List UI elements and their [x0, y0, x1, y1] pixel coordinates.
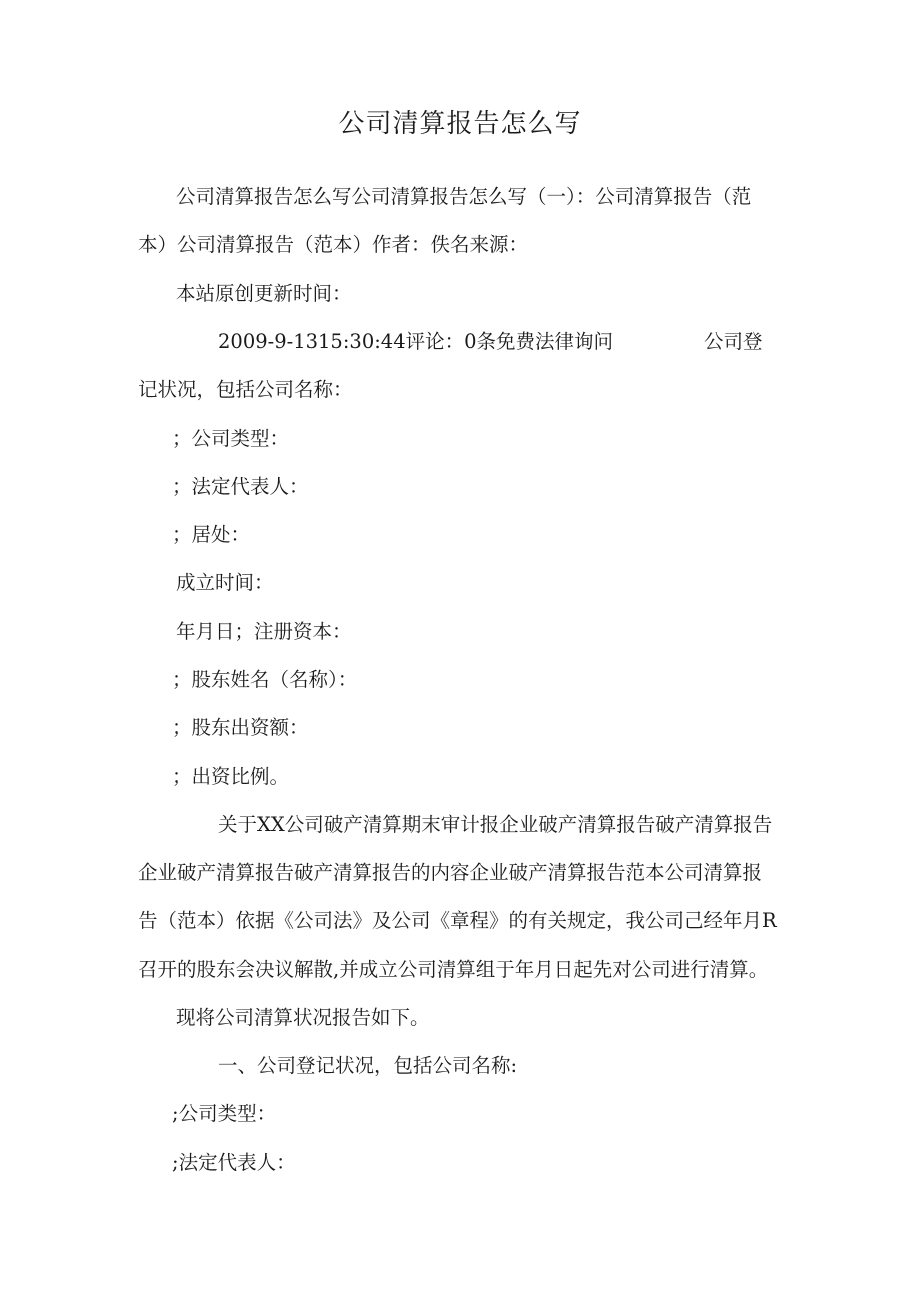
paragraph-line: 2009-9-1315:30:44评论：0条免费法律询问: [218, 330, 614, 353]
paragraph-line: 本站原创更新时间：: [176, 282, 352, 305]
paragraph-line: ；股东姓名（名称）：: [172, 668, 358, 691]
paragraph-line: ;法定代表人：: [172, 1151, 296, 1174]
paragraph-line: ；出资比例。: [172, 765, 290, 788]
paragraph-line: 企业破产清算报告破产清算报告的内容企业破产清算报告范本公司清算报: [138, 861, 763, 884]
paragraph-line: 记状况，包括公司名称：: [138, 378, 353, 401]
paragraph-line: 本）公司清算报告（范本）作者：佚名来源：: [138, 233, 529, 256]
paragraph-line: 成立时间：: [176, 571, 274, 594]
paragraph-line: 年月日；注册资本：: [176, 620, 352, 643]
paragraph-line: 一、公司登记状况，包括公司名称:: [218, 1054, 518, 1077]
paragraph-line: 召开的股东会决议解散,并成立公司清算组于年月日起先对公司进行清算。: [138, 958, 769, 981]
page-title: 公司清算报告怎么写: [338, 109, 582, 139]
paragraph-line: ；公司类型：: [172, 427, 290, 450]
paragraph-line: 公司登: [704, 330, 763, 353]
paragraph-line: 告（范本）依据《公司法》及公司《章程》的有关规定，我公司己经年月R: [138, 909, 777, 932]
paragraph-line: ；居处：: [172, 523, 251, 546]
paragraph-line: 关于XX公司破产清算期末审计报企业破产清算报告破产清算报告: [218, 813, 773, 836]
paragraph-line: 公司清算报告怎么写公司清算报告怎么写（一）：公司清算报告（范: [176, 185, 752, 208]
paragraph-line: ；法定代表人：: [172, 475, 309, 498]
paragraph-line: ;公司类型：: [172, 1102, 277, 1125]
paragraph-line: ；股东出资额：: [172, 716, 309, 739]
paragraph-line: 现将公司清算状况报告如下。: [176, 1006, 430, 1029]
